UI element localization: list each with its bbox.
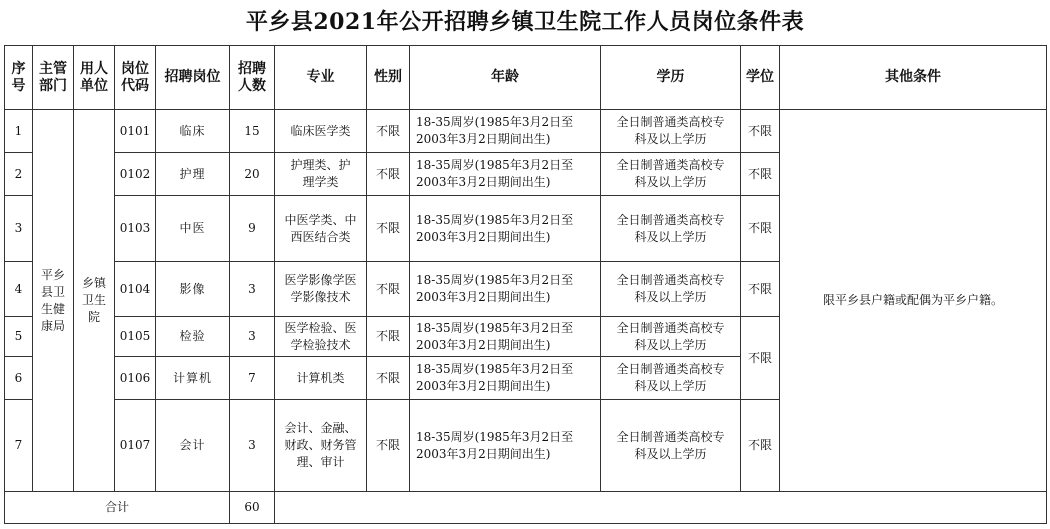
cell-education: 全日制普通类高校专科及以上学历 bbox=[601, 317, 741, 357]
cell-major: 计算机类 bbox=[275, 357, 367, 400]
cell-count: 20 bbox=[230, 153, 275, 196]
cell-gender: 不限 bbox=[367, 196, 410, 262]
cell-gender: 不限 bbox=[367, 317, 410, 357]
header-seq: 序号 bbox=[5, 46, 33, 110]
cell-gender: 不限 bbox=[367, 153, 410, 196]
cell-dept: 平乡县卫生健康局 bbox=[33, 110, 74, 492]
cell-position: 计算机 bbox=[156, 357, 230, 400]
header-row bbox=[5, 46, 1047, 110]
cell-major: 护理类、护理学类 bbox=[275, 153, 367, 196]
cell-count: 3 bbox=[230, 400, 275, 492]
cell-degree: 不限 bbox=[741, 400, 780, 492]
header-other: 其他条件 bbox=[780, 46, 1047, 110]
cell-code: 0107 bbox=[115, 400, 156, 492]
cell-count: 3 bbox=[230, 317, 275, 357]
cell-major: 会计、金融、财政、财务管理、审计 bbox=[275, 400, 367, 492]
cell-degree: 不限 bbox=[741, 110, 780, 153]
cell-age: 18-35周岁(1985年3月2日至2003年3月2日期间出生) bbox=[410, 262, 601, 317]
total-row bbox=[5, 492, 1047, 524]
cell-age: 18-35周岁(1985年3月2日至2003年3月2日期间出生) bbox=[410, 317, 601, 357]
cell-education: 全日制普通类高校专科及以上学历 bbox=[601, 400, 741, 492]
cell-position: 会计 bbox=[156, 400, 230, 492]
cell-degree: 不限 bbox=[741, 262, 780, 317]
cell-education: 全日制普通类高校专科及以上学历 bbox=[601, 196, 741, 262]
page-title: 平乡县2021年公开招聘乡镇卫生院工作人员岗位条件表 bbox=[245, 9, 805, 35]
cell-major: 临床医学类 bbox=[275, 110, 367, 153]
cell-age: 18-35周岁(1985年3月2日至2003年3月2日期间出生) bbox=[410, 196, 601, 262]
cell-position: 检验 bbox=[156, 317, 230, 357]
total-empty bbox=[275, 492, 1047, 524]
cell-code: 0104 bbox=[115, 262, 156, 317]
position-table bbox=[4, 45, 1047, 524]
header-employer: 用人单位 bbox=[74, 46, 115, 110]
header-gender: 性别 bbox=[367, 46, 410, 110]
cell-count: 7 bbox=[230, 357, 275, 400]
cell-major: 中医学类、中西医结合类 bbox=[275, 196, 367, 262]
cell-employer: 乡镇卫生院 bbox=[74, 110, 115, 492]
cell-gender: 不限 bbox=[367, 357, 410, 400]
cell-seq: 6 bbox=[5, 357, 33, 400]
header-major: 专业 bbox=[275, 46, 367, 110]
cell-age: 18-35周岁(1985年3月2日至2003年3月2日期间出生) bbox=[410, 153, 601, 196]
cell-code: 0103 bbox=[115, 196, 156, 262]
cell-seq: 4 bbox=[5, 262, 33, 317]
cell-seq: 5 bbox=[5, 317, 33, 357]
cell-degree-merged: 不限 bbox=[741, 317, 780, 400]
cell-count: 15 bbox=[230, 110, 275, 153]
cell-age: 18-35周岁(1985年3月2日至2003年3月2日期间出生) bbox=[410, 110, 601, 153]
cell-gender: 不限 bbox=[367, 110, 410, 153]
cell-count: 3 bbox=[230, 262, 275, 317]
cell-position: 护理 bbox=[156, 153, 230, 196]
cell-education: 全日制普通类高校专科及以上学历 bbox=[601, 153, 741, 196]
cell-position: 中医 bbox=[156, 196, 230, 262]
cell-major: 医学检验、医学检验技术 bbox=[275, 317, 367, 357]
header-code: 岗位代码 bbox=[115, 46, 156, 110]
header-age: 年龄 bbox=[410, 46, 601, 110]
cell-gender: 不限 bbox=[367, 400, 410, 492]
header-position: 招聘岗位 bbox=[156, 46, 230, 110]
cell-age: 18-35周岁(1985年3月2日至2003年3月2日期间出生) bbox=[410, 400, 601, 492]
cell-seq: 7 bbox=[5, 400, 33, 492]
table-row bbox=[5, 110, 1047, 153]
cell-gender: 不限 bbox=[367, 262, 410, 317]
cell-education: 全日制普通类高校专科及以上学历 bbox=[601, 110, 741, 153]
cell-code: 0101 bbox=[115, 110, 156, 153]
cell-education: 全日制普通类高校专科及以上学历 bbox=[601, 262, 741, 317]
cell-code: 0102 bbox=[115, 153, 156, 196]
cell-degree: 不限 bbox=[741, 153, 780, 196]
cell-count: 9 bbox=[230, 196, 275, 262]
cell-education: 全日制普通类高校专科及以上学历 bbox=[601, 357, 741, 400]
header-degree: 学位 bbox=[741, 46, 780, 110]
total-count: 60 bbox=[230, 492, 275, 524]
total-label: 合计 bbox=[5, 492, 230, 524]
cell-seq: 2 bbox=[5, 153, 33, 196]
cell-code: 0106 bbox=[115, 357, 156, 400]
cell-seq: 3 bbox=[5, 196, 33, 262]
cell-position: 影像 bbox=[156, 262, 230, 317]
cell-code: 0105 bbox=[115, 317, 156, 357]
cell-position: 临床 bbox=[156, 110, 230, 153]
header-education: 学历 bbox=[601, 46, 741, 110]
cell-age: 18-35周岁(1985年3月2日至2003年3月2日期间出生) bbox=[410, 357, 601, 400]
cell-other-conditions: 限平乡县户籍或配偶为平乡户籍。 bbox=[780, 110, 1047, 492]
cell-major: 医学影像学医学影像技术 bbox=[275, 262, 367, 317]
header-dept: 主管部门 bbox=[33, 46, 74, 110]
cell-seq: 1 bbox=[5, 110, 33, 153]
header-count: 招聘人数 bbox=[230, 46, 275, 110]
cell-degree: 不限 bbox=[741, 196, 780, 262]
